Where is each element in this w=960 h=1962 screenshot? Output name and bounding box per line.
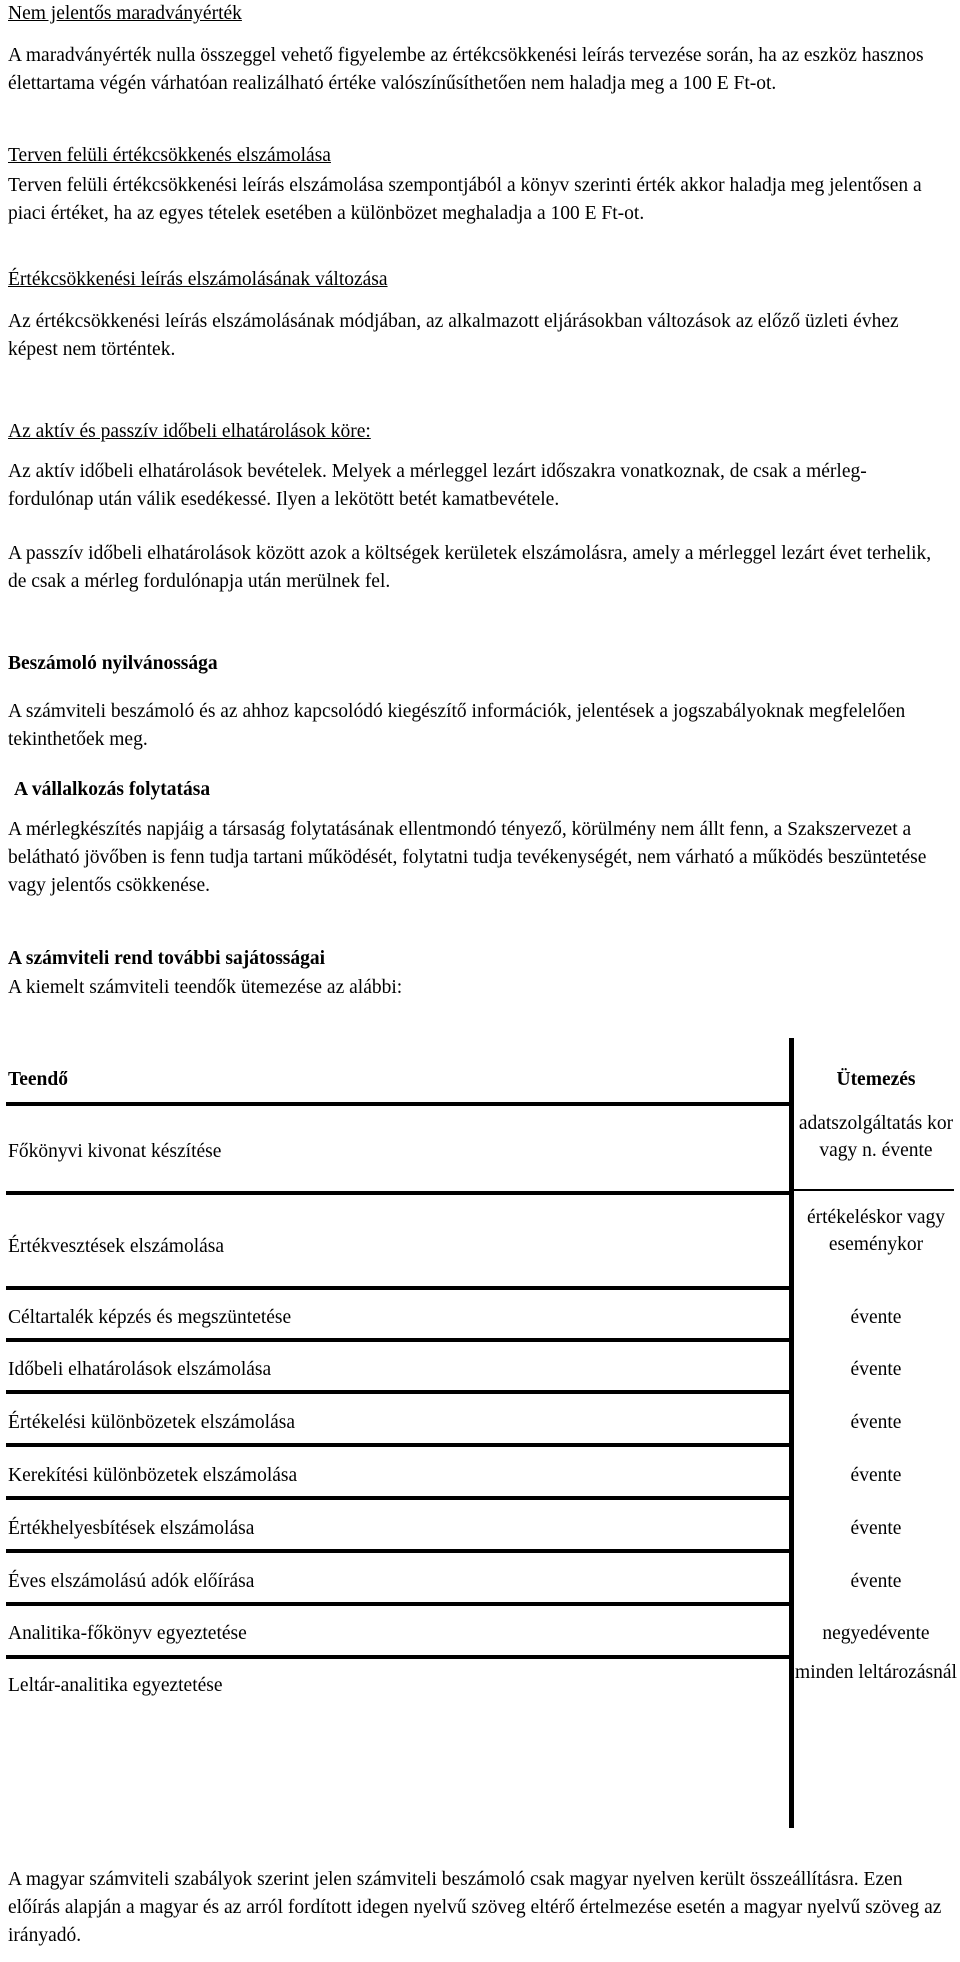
table-row-rule (6, 1443, 789, 1447)
table-cell-utemezes: minden leltározásnál (795, 1662, 957, 1683)
table-header-teendo: Teendő (8, 1069, 68, 1090)
paragraph-passziv-elhatarolasok: A passzív időbeli elhatárolások között azok a költségek kerületek elszámolásra, amely a mérleggel lezárt évet terhelik, de csak a mérleg fordulónapja után merülnek fel. (8, 543, 932, 592)
heading-szamviteli-rend: A számviteli rend további sajátosságai (8, 948, 326, 969)
table-cell-utemezes: értékeléskor vagy eseménykor (806, 1207, 946, 1255)
table-cell-teendo: Leltár-analitika egyeztetése (8, 1675, 223, 1696)
table-row-rule (6, 1496, 789, 1500)
table-cell-teendo: Főkönyvi kivonat készítése (8, 1141, 222, 1162)
table-row-rule (6, 1549, 789, 1553)
table-cell-utemezes: évente (850, 1571, 902, 1592)
table-cell-utemezes: negyedévente (822, 1623, 930, 1644)
table-cell-teendo: Éves elszámolású adók előírása (8, 1571, 255, 1592)
heading-terven-feluli: Terven felüli értékcsökkenés elszámolása (8, 145, 331, 166)
table-cell-teendo: Értékelési különbözetek elszámolása (8, 1412, 295, 1433)
table-cell-utemezes: évente (850, 1412, 902, 1433)
paragraph-maradvanyertek: A maradványérték nulla összeggel vehető figyelembe az értékcsökkenési leírás tervezése során, ha az eszköz hasznos élettartama végén várhatóan realizálható értéke valószínűsíthetően nem haladja meg a 100 E Ft-ot. (8, 45, 924, 94)
paragraph-aktiv-elhatarolasok: Az aktív időbeli elhatárolások bevételek. Melyek a mérleggel lezárt időszakra vonatkoznak, de csak a mérleg-fordulónap után válik esedékessé. Ilyen a lekötött betét kamatbevétele. (8, 461, 867, 510)
table-cell-teendo: Céltartalék képzés és megszüntetése (8, 1307, 292, 1328)
table-cell-utemezes: évente (850, 1359, 902, 1380)
table-cell-utemezes: évente (850, 1465, 902, 1486)
table-cell-utemezes: évente (850, 1307, 902, 1328)
table-row-rule (6, 1191, 789, 1195)
paragraph-closing-language-note: A magyar számviteli szabályok szerint jelen számviteli beszámoló csak magyar nyelven került összeállításra. Ezen előírás alapján a magyar és az arról fordított idegen nyelvű szöveg eltérő értelmezése esetén a magyar nyelvű szöveg az irányadó. (8, 1869, 942, 1946)
table-row-rule (794, 1189, 954, 1191)
paragraph-ecs-valtozasa: Az értékcsökkenési leírás elszámolásának módjában, az alkalmazott eljárásokban változások az előző üzleti évhez képest nem történtek. (8, 311, 899, 360)
heading-nem-jelentos-maradvanyertek: Nem jelentős maradványérték (8, 3, 242, 24)
table-header-utemezes: Ütemezés (836, 1069, 916, 1090)
paragraph-teendok-intro: A kiemelt számviteli teendők ütemezése az alábbi: (8, 977, 403, 998)
heading-beszamolo-nyilvanossaga: Beszámoló nyilvánossága (8, 653, 218, 674)
paragraph-vallalkozas-folytatasa: A mérlegkészítés napjáig a társaság folytatásának ellentmondó tényező, körülmény nem állt fenn, a Szakszervezet a belátható jövőben is fenn tudja tartani működését, folytatni tudja tevékenységét, nem várható a működés beszüntetése vagy jelentős csökkenése. (8, 819, 927, 896)
table-cell-teendo: Kerekítési különbözetek elszámolása (8, 1465, 298, 1486)
table-cell-teendo: Időbeli elhatárolások elszámolása (8, 1359, 272, 1380)
table-cell-utemezes: évente (850, 1518, 902, 1539)
table-cell-teendo: Értékhelyesbítések elszámolása (8, 1518, 255, 1539)
table-cell-utemezes: adatszolgáltatás kor vagy n. évente (798, 1113, 954, 1161)
paragraph-nyilvanossag: A számviteli beszámoló és az ahhoz kapcsolódó kiegészítő információk, jelentések a jogszabályoknak megfelelően tekinthetőek meg. (8, 701, 906, 750)
table-row-rule (6, 1390, 789, 1394)
paragraph-terven-feluli: Terven felüli értékcsökkenési leírás elszámolása szempontjából a könyv szerinti érték akkor haladja meg jelentősen a piaci értéket, ha az egyes tételek esetében a különbözet meghaladja a 100 E Ft-ot. (8, 175, 922, 224)
table-row-rule (6, 1655, 789, 1659)
table-row-rule (6, 1286, 789, 1290)
heading-vallalkozas-folytatasa: A vállalkozás folytatása (14, 779, 211, 800)
heading-ecs-valtozasa: Értékcsökkenési leírás elszámolásának változása (8, 269, 388, 290)
table-row-rule (6, 1602, 789, 1606)
table-header-rule (6, 1102, 789, 1106)
table-cell-teendo: Értékvesztések elszámolása (8, 1236, 225, 1257)
heading-idobeli-elhatarolasok: Az aktív és passzív időbeli elhatárolások köre: (8, 421, 371, 442)
table-row-rule (6, 1338, 789, 1342)
table-cell-teendo: Analitika-főkönyv egyeztetése (8, 1623, 247, 1644)
teendok-table (6, 1038, 957, 1828)
